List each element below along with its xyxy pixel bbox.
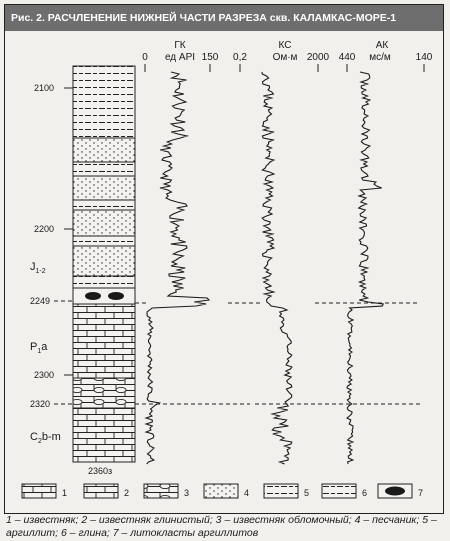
legend-num-1: 1 — [62, 488, 68, 498]
litho-shale-2 — [73, 162, 135, 176]
bottom-depth-label: 2360з — [88, 466, 113, 476]
strat-p: $P_1a$ — [30, 341, 48, 355]
log-ak-name: АК — [375, 40, 389, 51]
log-ak-max: 140 — [415, 52, 433, 63]
log-gk-unit: ед API — [164, 52, 196, 63]
strat-labels — [30, 261, 61, 445]
legend-swatch-clay — [322, 484, 356, 498]
litho-limestone-lower — [73, 408, 135, 462]
lithology-column — [73, 66, 135, 462]
legend-swatch-argillite — [264, 484, 298, 498]
legend-swatch-sandstone — [204, 484, 238, 498]
ak-curve — [347, 72, 383, 464]
log-gk-name: ГК — [174, 40, 186, 51]
depth-label-2249: 2249 — [30, 296, 51, 306]
litho-shale-5 — [73, 276, 135, 288]
litho-sandstone-1 — [73, 138, 135, 162]
scale-ticks — [145, 64, 424, 72]
litho-shale-4 — [73, 236, 135, 246]
legend-swatch-limestone — [22, 484, 56, 498]
log-ks-min: 0,2 — [233, 52, 247, 63]
legend-lithoclast-icon — [385, 487, 405, 496]
legend-num-7: 7 — [418, 488, 424, 498]
litho-limestone-upper — [73, 304, 135, 378]
log-ks-unit: Ом·м — [272, 52, 298, 63]
depth-ticks — [64, 88, 73, 375]
ks-curve — [262, 72, 292, 464]
legend-num-4: 4 — [244, 488, 250, 498]
lithoclast-1 — [85, 292, 101, 300]
legend-num-6: 6 — [362, 488, 368, 498]
strat-j: $J_{1-2}$ — [30, 261, 46, 275]
log-gk-max: 150 — [201, 52, 219, 63]
log-ks-max: 2000 — [306, 52, 330, 63]
strat-c: $C_2b-m$ — [30, 431, 61, 445]
legend-swatch-clayey-limestone — [84, 484, 118, 498]
litho-sandstone-2 — [73, 176, 135, 200]
litho-sandstone-3 — [73, 210, 135, 236]
log-gk-min: 0 — [142, 52, 148, 63]
gk-curve — [146, 72, 209, 464]
legend-num-5: 5 — [304, 488, 310, 498]
lithoclast-2 — [108, 292, 124, 300]
litho-argillite-lithoclasts — [73, 288, 135, 304]
depth-label-2300: 2300 — [34, 370, 55, 380]
depth-label-2200: 2200 — [34, 224, 55, 234]
litho-sandstone-4 — [73, 246, 135, 276]
legend-caption: 1 – известняк; 2 – известняк глинистый; 3 – известняк обломочный; 4 – песчаник; 5 – аргиллит; 6 – глина; 7 – литокласты аргиллитов — [6, 514, 437, 539]
legend — [22, 484, 423, 498]
litho-shale-upper — [73, 66, 135, 138]
depth-label-2320: 2320 — [30, 399, 51, 409]
litho-shale-3 — [73, 200, 135, 210]
legend-num-2: 2 — [124, 488, 130, 498]
log-ak-unit: мс/м — [369, 52, 391, 63]
litho-clastic-limestone — [73, 378, 135, 408]
figure-title: Рис. 2. РАСЧЛЕНЕНИЕ НИЖНЕЙ ЧАСТИ РАЗРЕЗА скв. КАЛАМКАС-МОРЕ-1 — [5, 5, 443, 31]
legend-num-3: 3 — [184, 488, 190, 498]
depth-label-2100: 2100 — [34, 83, 55, 93]
log-ks-name: КС — [278, 40, 292, 51]
log-ak-min: 440 — [338, 52, 356, 63]
legend-swatch-clastic-limestone — [144, 484, 178, 498]
